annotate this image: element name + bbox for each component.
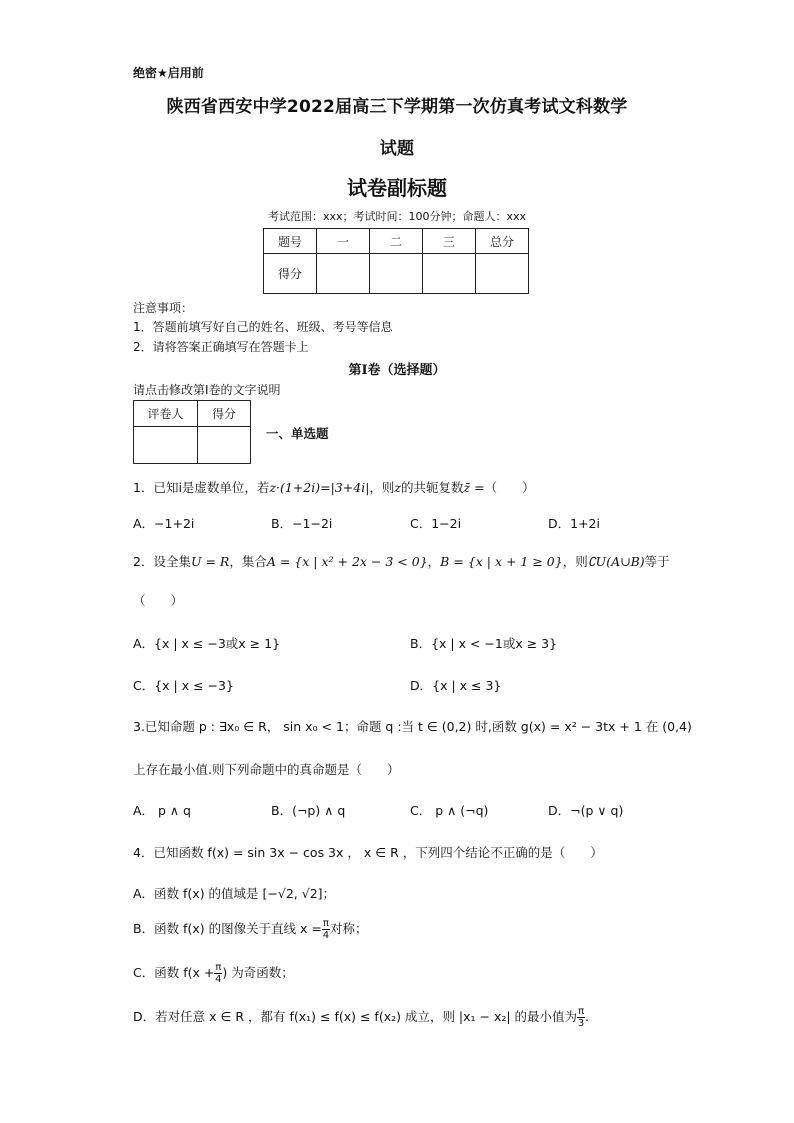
option-text: ． [585, 1009, 598, 1024]
question-text: 的共轭复数 [401, 480, 464, 495]
math-expression: z̄ = [463, 480, 485, 495]
q4-option-d [133, 1006, 598, 1029]
fraction-denominator: 4 [322, 930, 330, 941]
fraction [577, 1006, 585, 1029]
exam-title-line1: 陕西省西安中学2022届高三下学期第一次仿真考试文科数学 [166, 97, 628, 117]
fraction-numerator: π [215, 962, 222, 973]
question-number: 1． [133, 480, 154, 495]
score-blank-cell [317, 254, 370, 294]
notes-heading: 注意事项： [133, 301, 194, 315]
exam-title-line2: 试题 [379, 139, 415, 159]
math-expression: U = R [190, 554, 230, 569]
q1-option-b: B．−1−2i [271, 516, 333, 531]
score-header-cell: 三 [423, 229, 476, 254]
answer-paren: （ ） [133, 593, 184, 608]
exam-subtitle: 试卷副标题 [347, 176, 447, 200]
q2-option-a: A．{x | x ≤ −3或x ≥ 1} [133, 636, 281, 651]
grader-score-label: 得分 [198, 401, 251, 427]
option-text: D．若对任意 x ∈ R ，都有 f(x₁) ≤ f(x) ≤ f(x₂) 成立，则 |x₁ − x₂| 的最小值为 [133, 1009, 578, 1024]
confidential-mark: 绝密★启用前 [133, 66, 204, 80]
score-header-cell: 总分 [476, 229, 529, 254]
math-variable: z [394, 480, 402, 495]
part1-title: 第I卷（选择题） [348, 363, 446, 378]
score-header-cell: 题号 [264, 229, 317, 254]
question-3-stem-line2: 上存在最小值.则下列命题中的真命题是（ ） [133, 762, 400, 777]
question-text: ， [427, 554, 441, 569]
option-text: C．函数 f(x + [133, 965, 215, 980]
section-title: 一、单选题 [266, 426, 329, 441]
grader-header-row [134, 401, 251, 427]
q3-option-c: C． p ∧ (¬q) [410, 803, 489, 818]
question-2-stem [133, 552, 670, 570]
question-text: 设全集 [153, 554, 191, 569]
score-table-score-row [264, 254, 529, 294]
score-table [263, 228, 529, 294]
fraction-denominator: 4 [215, 974, 222, 985]
score-row-label: 得分 [264, 254, 317, 294]
question-text: ，则 [562, 554, 588, 569]
fraction [322, 918, 330, 941]
question-1-stem [133, 478, 535, 496]
grader-blank-cell [134, 427, 198, 464]
grader-label: 评卷人 [134, 401, 198, 427]
score-header-cell: 一 [317, 229, 370, 254]
option-text: 对称； [329, 921, 368, 936]
q2-option-b: B．{x | x < −1或x ≥ 3} [410, 636, 558, 651]
answer-paren: （ ） [484, 480, 535, 495]
math-expression: A = {x | x² + 2x − 3 < 0} [266, 554, 428, 569]
score-blank-cell [423, 254, 476, 294]
q3-option-b: B．(¬p) ∧ q [271, 803, 346, 818]
q4-option-b [133, 918, 367, 941]
q3-option-d: D．¬(p ∨ q) [548, 803, 624, 818]
q4-option-c [133, 962, 294, 985]
score-blank-cell [476, 254, 529, 294]
notes-item-1: 1．答题前填写好自己的姓名、班级、考号等信息 [133, 320, 393, 334]
fraction-numerator: π [578, 1006, 585, 1017]
notes-item-2: 2．请将答案正确填写在答题卡上 [133, 340, 309, 354]
exam-info: 考试范围：xxx；考试时间：100分钟；命题人：xxx [267, 210, 527, 223]
option-text: B．函数 f(x) 的图像关于直线 x = [133, 921, 322, 936]
q3-option-a: A． p ∧ q [133, 803, 191, 818]
question-text: ，集合 [229, 554, 267, 569]
score-table-header-row [264, 229, 529, 254]
q2-option-d: D．{x | x ≤ 3} [410, 678, 502, 693]
option-text: ) 为奇函数； [222, 965, 294, 980]
score-blank-cell [370, 254, 423, 294]
q2-option-c: C．{x | x ≤ −3} [133, 678, 234, 693]
grader-blank-row [134, 427, 251, 464]
grader-table [133, 400, 251, 464]
question-text: 等于 [644, 554, 670, 569]
question-text: 已知i是虚数单位，若 [153, 480, 270, 495]
math-expression: z·(1+2i)=|3+4i| [269, 480, 370, 495]
score-header-cell: 二 [370, 229, 423, 254]
q1-option-d: D．1+2i [548, 516, 600, 531]
question-number: 2． [133, 554, 154, 569]
q1-option-c: C．1−2i [410, 516, 462, 531]
question-text: ，则 [369, 480, 395, 495]
fraction-denominator: 3 [577, 1018, 585, 1029]
fraction-numerator: π [322, 918, 329, 929]
math-expression: B = {x | x + 1 ≥ 0} [440, 554, 563, 569]
grader-blank-cell [198, 427, 251, 464]
question-4-stem: 4．已知函数 f(x) = sin 3x − cos 3x ， x ∈ R ，下列四个结论不正确的是（ ） [133, 845, 603, 860]
part1-instruction: 请点击修改第I卷的文字说明 [133, 383, 281, 397]
question-3-stem-line1: 3.已知命题 p : ∃x₀ ∈ R， sin x₀ < 1；命题 q :当 t ∈ (0,2) 时,函数 g(x) = x² − 3tx + 1 在 (0,4) [133, 719, 692, 734]
q4-option-a: A．函数 f(x) 的值域是 [−√2, √2]； [133, 886, 336, 901]
q1-option-a: A．−1+2i [133, 516, 195, 531]
math-expression: ∁U(A∪B) [587, 554, 645, 569]
